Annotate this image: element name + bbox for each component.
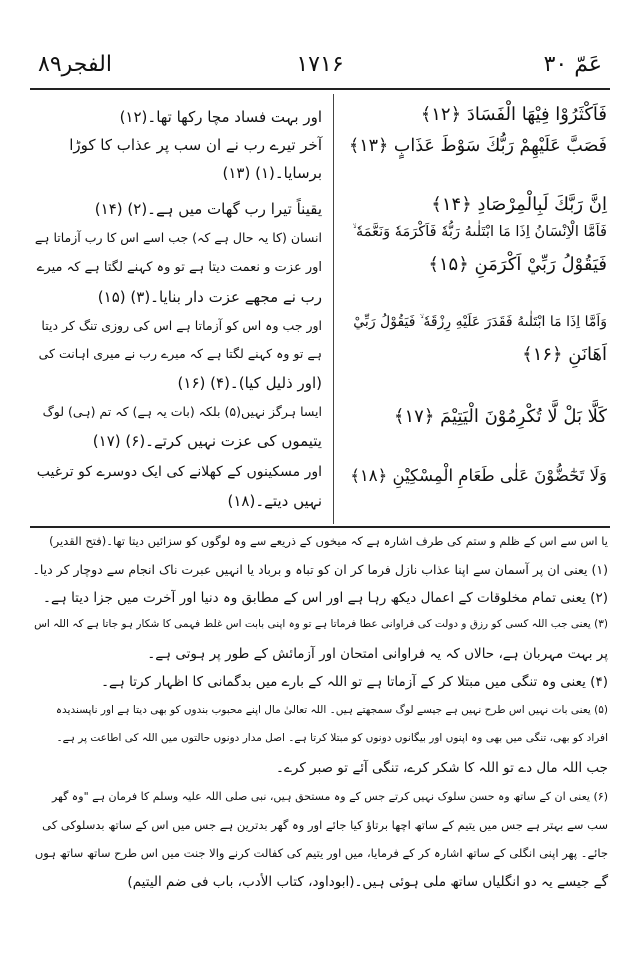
arabic-verse: اِنَّ رَبَّكَ لَبِالْمِرْصَادِ ﴿۱۴﴾	[431, 194, 607, 215]
juz-label: عَمّ ۳۰	[543, 52, 602, 77]
footnote-separator	[30, 526, 610, 528]
footnote-line: (۳) یعنی جب اللہ کسی کو رزق و دولت کی فراوانی عطا فرماتا ہے تو وہ اپنی بابت اس غلط فہمی کا شکار ہو جاتا ہے کہ اللہ اس	[34, 618, 608, 630]
arabic-verse: فَاَمَّا الْاِنْسَانُ اِذَا مَا ابْتَلٰىهُ رَبُّهٗ فَاَكْرَمَهٗ وَنَعَّمَهٗ ۙ	[352, 224, 607, 240]
arabic-verse: فَيَقُوْلُ رَبِّيْ اَكْرَمَنِ ﴿۱۵﴾	[428, 254, 607, 275]
column-divider	[333, 94, 334, 524]
translation-line: ہے تو وہ کہنے لگتا ہے کہ میرے رب نے میری اہانت کی	[38, 346, 322, 361]
arabic-verse: وَلَا تَحٰٓضُّوْنَ عَلٰى طَعَامِ الْمِسْكِيْنِ ﴿۱۸﴾	[350, 466, 607, 485]
translation-line: آخر تیرے رب نے ان سب پر عذاب کا کوڑا	[69, 136, 322, 154]
arabic-verse: فَاَكْثَرُوْا فِيْهَا الْفَسَادَ ﴿۱۲﴾	[420, 104, 607, 125]
footnote-line: گے جیسے یہ دو انگلیاں ساتھ ملی ہوئی ہیں۔(ابوداود، کتاب الأدب، باب فی ضم الیتیم)	[127, 874, 608, 890]
footnote-line: یا اس سے اس کے ظلم و ستم کی طرف اشارہ ہے کہ میخوں کے ذریعے سے وہ لوگوں کو سزائیں دیتا تھا۔(فتح القدیر)	[49, 534, 608, 548]
footnote-line: (۲) یعنی تمام مخلوقات کے اعمال دیکھ رہا ہے اور اس کے مطابق وہ دنیا اور آخرت میں جزا دیتا ہے۔	[43, 590, 608, 606]
footnote-line: (۶) یعنی ان کے ساتھ وہ حسن سلوک نہیں کرتے جس کے وہ مستحق ہیں، نبی صلی اللہ علیہ وسلم کا فرمان ہے "وہ گھر	[51, 790, 608, 803]
translation-line: اور عزت و نعمت دیتا ہے تو وہ کہنے لگتا ہے کہ میرے	[36, 260, 322, 275]
translation-line: رب نے مجھے عزت دار بنایا۔(۳) (۱۵)	[97, 288, 322, 306]
page-number: ۱۷۱۶	[296, 52, 344, 77]
arabic-verse: اَهَانَنِ ﴿۱۶﴾	[522, 344, 607, 365]
translation-line: اور بہت فساد مچا رکھا تھا۔(۱۲)	[119, 108, 322, 126]
footnote-line: (۴) یعنی وہ تنگی میں مبتلا کر کے آزماتا ہے تو اللہ کے بارے میں بدگمانی کا اظہار کرتا ہے۔	[101, 674, 608, 690]
page-header	[30, 46, 610, 86]
translation-line: ایسا ہرگز نہیں(۵) بلکہ (بات یہ ہے) کہ تم (ہی) لوگ	[42, 404, 322, 419]
arabic-verse: وَاَمَّا اِذَا مَا ابْتَلٰىهُ فَقَدَرَ عَلَيْهِ رِزْقَهٗ ۙ فَيَقُوْلُ رَبِّيْ	[353, 314, 607, 330]
footnote-line: جائے۔ پھر اپنی انگلی کے ساتھ اشارہ کر کے فرمایا، میں اور یتیم کی کفالت کرنے والا جنت میں اس طرح ساتھ ساتھ ہوں	[34, 846, 608, 860]
translation-line: یقیناً تیرا رب گھات میں ہے۔(۲) (۱۴)	[94, 200, 322, 218]
translation-line: اور جب وہ اس کو آزماتا ہے اس کی روزی تنگ کر دیتا	[41, 318, 322, 333]
arabic-verse: فَصَبَّ عَلَيْهِمْ رَبُّكَ سَوْطَ عَذَابٍ ﴿۱۳﴾	[348, 136, 607, 156]
translation-line: یتیموں کی عزت نہیں کرتے۔(۶) (۱۷)	[92, 432, 322, 450]
header-rule	[30, 88, 610, 90]
footnote-line: جب اللہ مال دے تو اللہ کا شکر کرے، تنگی آئے تو صبر کرے۔	[276, 760, 608, 776]
translation-line: (اور ذلیل کیا)۔(۴) (۱۶)	[177, 374, 322, 392]
footnote-line: (۱) یعنی ان پر آسمان سے اپنا عذاب نازل فرما کر ان کو تباہ و برباد یا انہیں عبرت ناک انجام سے دوچار کر دیا۔	[32, 562, 608, 577]
arabic-verse: كَلَّا بَلْ لَّا تُكْرِمُوْنَ الْيَتِيْمَ ﴿۱۷﴾	[393, 406, 607, 427]
translation-line: نہیں دیتے۔(۱۸)	[227, 492, 322, 510]
footnote-line: سب سے بہتر ہے جس میں یتیم کے ساتھ اچھا برتاؤ کیا جائے اور وہ گھر بدترین ہے جس میں اس کے ساتھ بدسلوکی کی	[42, 818, 608, 832]
translation-line: اور مسکینوں کے کھلانے کی ایک دوسرے کو ترغیب	[36, 464, 322, 480]
surah-page-label: الفجر۸۹	[38, 52, 112, 77]
translation-line: انسان (کا یہ حال ہے کہ) جب اسے اس کا رب آزماتا ہے	[34, 230, 322, 245]
translation-line: برسایا۔(۱) (۱۳)	[222, 164, 322, 182]
footnote-line: افراد کو بھی، تنگی میں بھی وہ اپنوں اور بیگانوں دونوں کو مبتلا کرتا ہے۔ اصل مدار دونوں حالتوں میں اللہ کی اطاعت پر ہے۔	[56, 732, 608, 744]
footnote-line: (۵) یعنی بات نہیں اس طرح نہیں ہے جیسے لوگ سمجھتے ہیں۔ اللہ تعالیٰ مال اپنے محبوب بندوں کو بھی دیتا ہے اور ناپسندیدہ	[55, 704, 608, 716]
footnote-line: پر بہت مہربان ہے، حالاں کہ یہ فراوانی امتحان اور آزمائش کے طور پر ہوتی ہے۔	[147, 646, 608, 662]
